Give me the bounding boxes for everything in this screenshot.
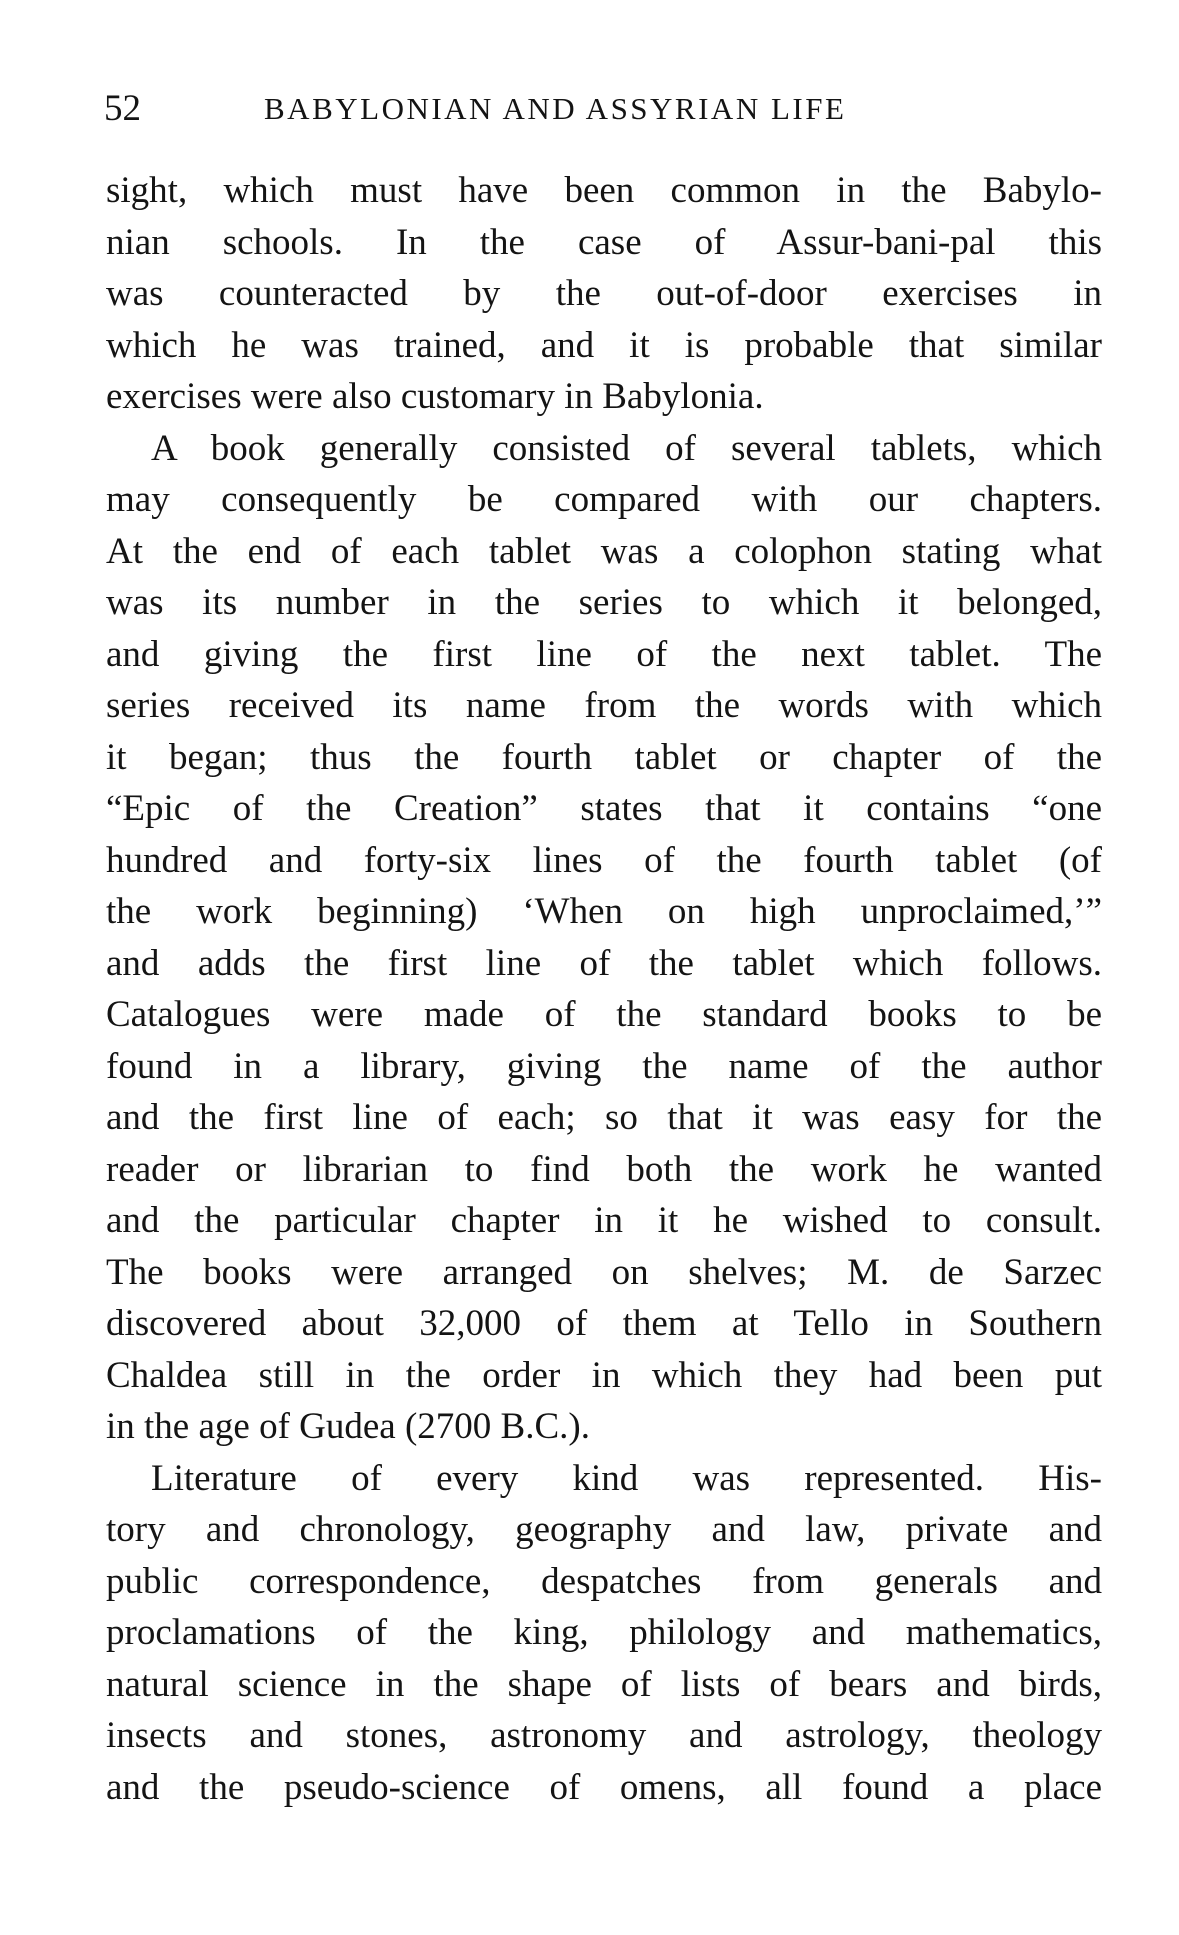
text-line: natural science in the shape of lists of bears and birds, — [106, 1663, 1102, 1705]
text-line: nian schools. In the case of Assur-bani-pal this — [106, 221, 1102, 263]
running-head — [104, 84, 1104, 134]
text-line: The books were arranged on shelves; M. de Sarzec — [106, 1251, 1102, 1293]
text-line: and the first line of each; so that it was easy for the — [106, 1097, 1102, 1138]
text-line: Catalogues were made of the standard books to be — [106, 994, 1102, 1035]
text-line: insects and stones, astronomy and astrology, theology — [106, 1715, 1102, 1756]
text-line: and the particular chapter in it he wished to consult. — [106, 1200, 1102, 1241]
text-line: discovered about 32,000 of them at Tello in Southern — [106, 1303, 1102, 1344]
text-line: found in a library, giving the name of the author — [106, 1045, 1102, 1087]
text-line: proclamations of the king, philology and mathematics, — [106, 1612, 1102, 1653]
text-line: “Epic of the Creation” states that it contains “one — [106, 788, 1102, 829]
text-line: Chaldea still in the order in which they had been put — [106, 1354, 1102, 1396]
text-line: sight, which must have been common in the Babylo- — [106, 170, 1102, 211]
paragraph-first-line: A book generally consisted of several tablets, which — [151, 427, 1102, 469]
paragraph-end-line: in the age of Gudea (2700 B.C.). — [106, 1406, 590, 1447]
paragraph-end-line: exercises were also customary in Babylonia. — [106, 376, 764, 417]
body-text — [106, 165, 1102, 1813]
text-line: may consequently be compared with our chapters. — [106, 479, 1102, 520]
text-line: public correspondence, despatches from generals and — [106, 1560, 1102, 1602]
paragraph-first-line: Literature of every kind was represented. His- — [151, 1457, 1102, 1499]
text-line: and giving the first line of the next tablet. The — [106, 633, 1102, 675]
text-line: reader or librarian to find both the work he wanted — [106, 1148, 1102, 1190]
text-line: and adds the first line of the tablet which follows. — [106, 942, 1102, 984]
text-line: which he was trained, and it is probable that similar — [106, 324, 1102, 366]
text-line: tory and chronology, geography and law, private and — [106, 1509, 1102, 1550]
running-title: BABYLONIAN AND ASSYRIAN LIFE — [264, 91, 847, 126]
text-line: the work beginning) ‘When on high unproclaimed,’” — [106, 891, 1102, 932]
text-line: and the pseudo-science of omens, all found a place — [106, 1766, 1102, 1808]
text-line: series received its name from the words with which — [106, 685, 1102, 726]
text-line: At the end of each tablet was a colophon stating what — [106, 530, 1102, 572]
text-line: was its number in the series to which it belonged, — [106, 582, 1102, 623]
page-number: 52 — [104, 88, 141, 129]
text-line: hundred and forty-six lines of the fourth tablet (of — [106, 839, 1102, 881]
text-line: it began; thus the fourth tablet or chapter of the — [106, 736, 1102, 778]
text-line: was counteracted by the out-of-door exercises in — [106, 273, 1102, 314]
